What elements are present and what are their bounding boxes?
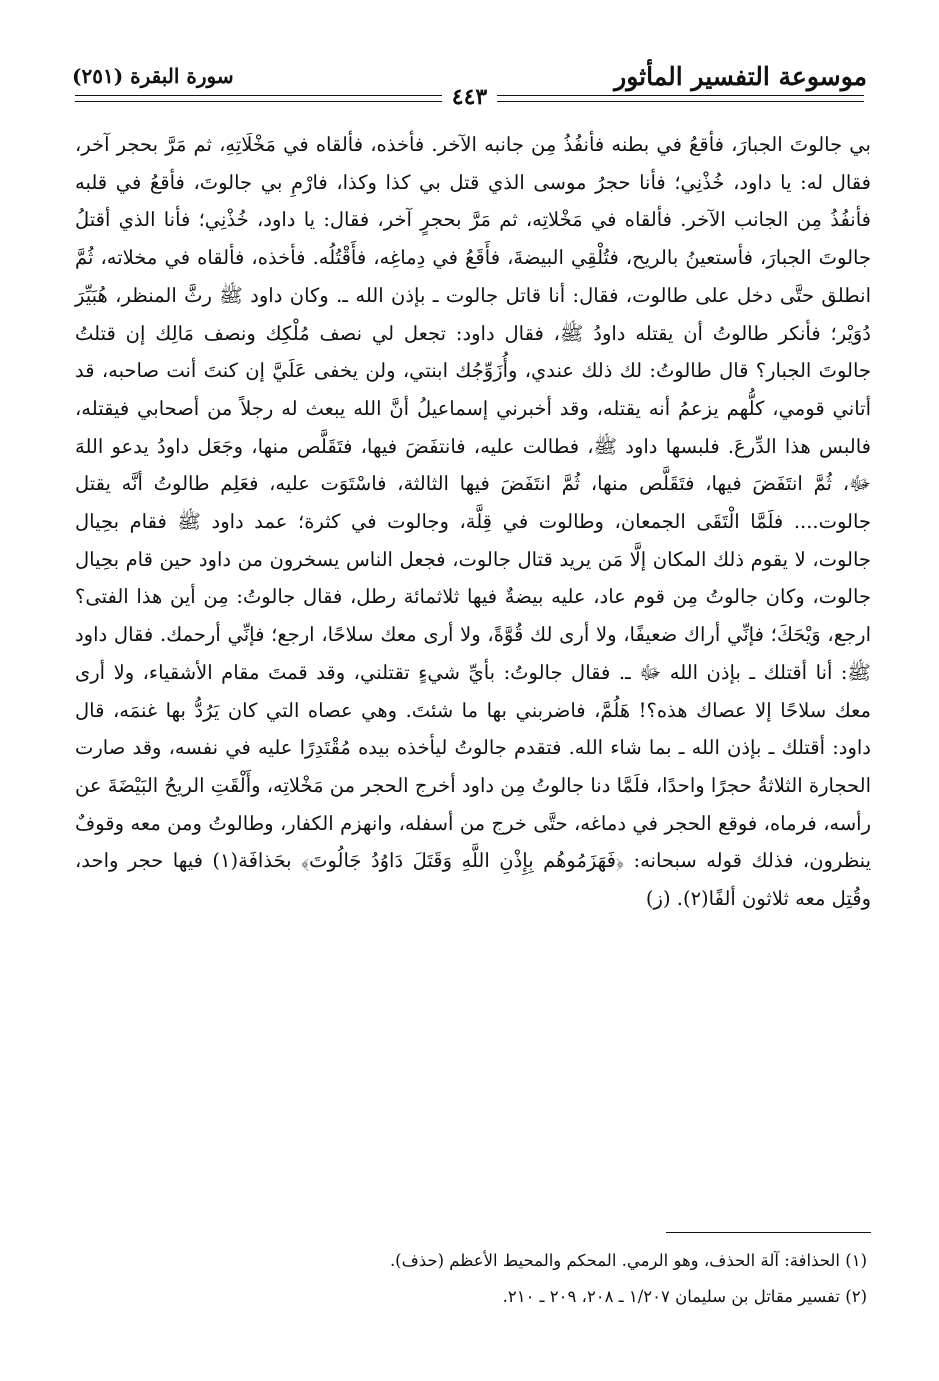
- main-paragraph: بي جالوتَ الجبارَ، فأقعُ في بطنه فأنفُذُ مِن جانبه الآخر. فأخذه، فألقاه في مَخْلَاتِهِ، ثم مَرَّ بحجر آخر، فقال له: يا داود، خُذْنِي؛ فأنا حجرُ موسى الذي قتل بي كذا وكذا، فارْمِ بي جالوتَ، فأقعُ في قلبه فأنفُذُ مِن الجانب الآخر. فألقاه في مَخْلاتِه، ثم مَرَّ بحجرٍ آخر، فقال: يا داود، خُذْنِي؛ فأنا الذي أقتلُ جالوتَ الجبارَ، فأستعينُ بالريح، فتُلْقِي البيضةَ، فأَقَعُ في دِماغِه، فأَقْتُلُه. فأخذه، فألقاه في مخلاته، ثُمَّ انطلق حتَّى دخل على طالوت، فقال: أنا قاتل جالوت ـ بإذن الله ـ. وكان داود ﷺ رثَّ المنظر، هُبَيِّرَ دُوَيْر؛ فأنكر طالوتُ أن يقتله داودُ ﷺ، فقال داود: تجعل لي نصف مُلْكِك ونصف مَالِك إن قتلتُ جالوتَ الجبار؟ قال طالوتُ: لك ذلك عندي، وأُزَوِّجُك ابنتي، ولن يخفى عَلَيَّ إن كنتَ أنت صاحبه، قد أتاني قومي، كلُّهم يزعمُ أنه يقتله، وقد أخبرني إسماعيلُ أنَّ الله يبعث له رجلاً من أصحابي فيقتله، فالبس هذا الدِّرعَ. فلبسها داود ﷺ، فطالت عليه، فانتفَضَ فيها، فتَقَلَّص منها، وجَعَل داودُ يدعو اللهَ ﷻ، ثُمَّ انتَفَضَ فيها، فتَقَلَّص منها، ثُمَّ انتَفَضَ فيها الثالثة، فاسْتَوَت عليه، فعَلِم طالوتُ أنَّه يقتل جالوت.... فلَمَّا الْتَقَى الجمعان، وطالوت في قِلَّة، وجالوت في كثرة؛ عمد داود ﷺ فقام بحِيال جالوت، لا يقوم ذلك المكان إلَّا مَن يريد قتال جالوت، فجعل الناس يسخرون من داود حين قام بحِيال جالوت، وكان جالوتُ مِن قوم عاد، عليه بيضةٌ فيها ثلاثمائة رطل، فقال جالوتُ: مِن أين هذا الفتى؟ ارجع، وَيْحَكَ؛ فإنِّي أراك ضعيفًا، ولا أرى لك قُوَّةً، ولا أرى معك سلاحًا، ارجع؛ فإنِّي أرحمك. فقال داود ﷺ: أنا أقتلك ـ بإذن الله ﷻ ـ. فقال جالوتُ: بأيِّ شيءٍ تقتلني، وقد قمتَ مقام الأشقياء، ولا أرى معك سلاحًا إلا عصاك هذه؟! هَلُمَّ، فاضربني بها ما شئتَ. وهي عصاه التي كان يَرُدُّ بها غنمَه، قال داود: أقتلك ـ بإذن الله ـ بما شاء الله. فتقدم جالوتُ ليأخذه بيده مُقْتَدِرًا عليه في نفسه، وقد صارت الحجارة الثلاثةُ حجرًا واحدًا، فلَمَّا دنا جالوتُ مِن داود أخرج الحجر من مَخْلاتِه، وأَلْقَتِ الريحُ البَيْضَةَ عن رأسه، فرماه، فوقع الحجر في دماغه، حتَّى خرج من أسفله، وانهزم الكفار، وطالوتُ ومن معه وقوفٌ ينظرون، فذلك قوله سبحانه: ﴿فَهَزَمُوهُم بِإِذْنِ اللَّهِ وَقَتَلَ دَاوُدُ جَالُوتَ﴾ بحَذافَة(١) فيها حجر واحد، وقُتِل معه ثلاثون ألفًا(٢). (ز): [75, 133, 871, 911]
- surah-reference: سورة البقرة (٢٥١): [72, 64, 234, 88]
- page-number-container: [0, 84, 939, 110]
- footnote-separator: [666, 1232, 871, 1233]
- footnotes: [75, 1243, 867, 1315]
- main-text: [75, 126, 871, 918]
- page-number: ٤٤٣: [442, 84, 497, 110]
- footnote-1: (١) الحذافة: آلة الحذف، وهو الرمي. المحكم والمحيط الأعظم (حذف).: [389, 1251, 867, 1270]
- book-title: موسوعة التفسير المأثور: [614, 61, 867, 91]
- footnote-2: (٢) تفسير مقاتل بن سليمان ١/٢٠٧ ـ ٢٠٨، ٢٠٩ ـ ٢١٠.: [502, 1287, 867, 1306]
